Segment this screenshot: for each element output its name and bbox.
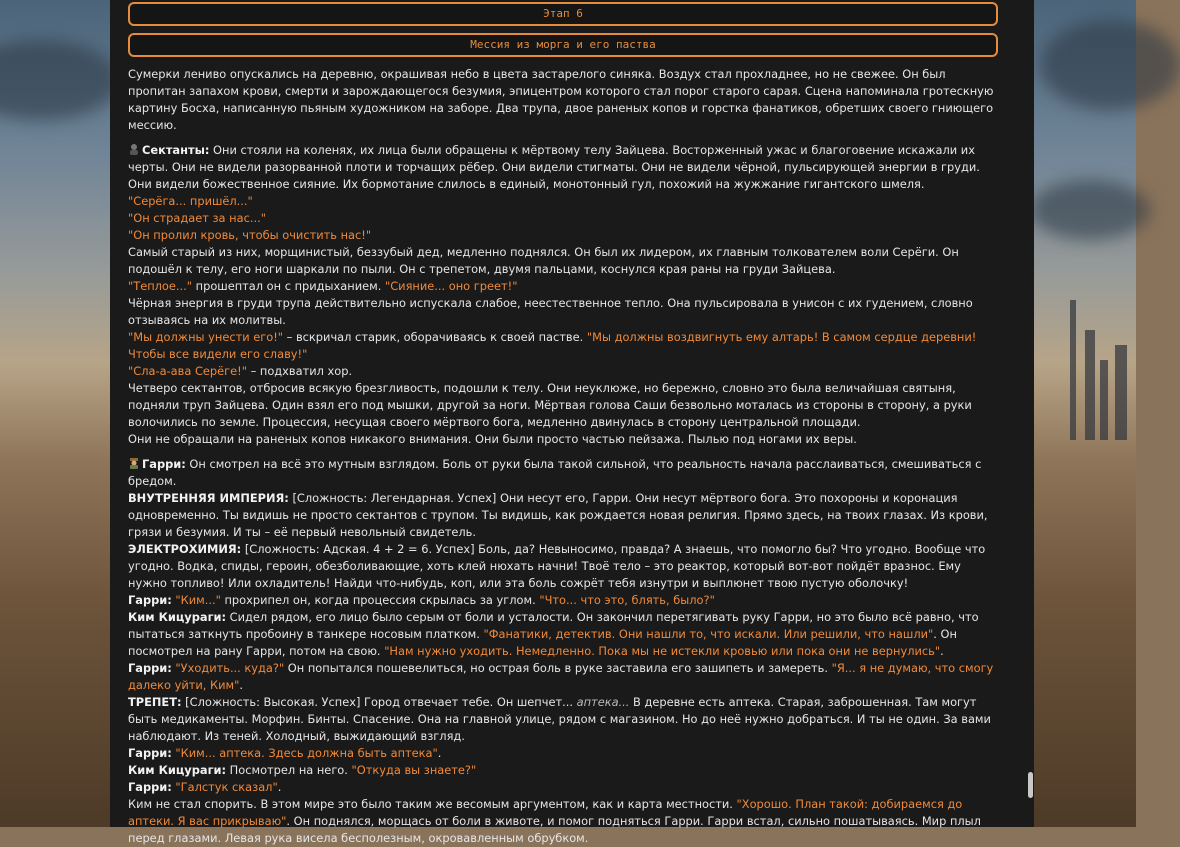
quote: "Мы должны унести его!" bbox=[128, 330, 284, 344]
story-paragraph bbox=[128, 142, 1002, 193]
narration: Он попытался пошевелиться, но острая боль в руке заставила его зашипеть и замереть. bbox=[284, 661, 832, 675]
narration: Сидел рядом, его лицо было серым от боли и усталости. Он закончил перетягивать руку Гарри, но это было всё равно, что пытаться заткнуть пробоину в танкере носовым платком. bbox=[128, 610, 979, 641]
story-paragraph: Четверо сектантов, отбросив всякую брезгливость, подошли к телу. Они неуклюже, но бережно, словно это была величайшая святыня, подняли труп Зайцева. Один взял его под мышки, другой за ноги. Мёртвая голова Саши безвольно моталась из стороны в сторону, а руки волочились по земле. Процессия, несущая своего мёртвого бога, медленно двинулась в сторону центральной площади. bbox=[128, 381, 972, 429]
quote: "Я... я не думаю, что смогу далеко уйти, Ким" bbox=[128, 661, 994, 692]
quote: "Ким..." bbox=[175, 593, 221, 607]
narration: . bbox=[239, 678, 243, 692]
narration: . bbox=[940, 644, 944, 658]
quote: "Что... что это, блять, было?" bbox=[539, 593, 715, 607]
stage-title: Этап 6 bbox=[543, 7, 583, 20]
cultist-emoji-icon bbox=[128, 143, 140, 155]
story-paragraph bbox=[128, 592, 1002, 609]
story-paragraph: Самый старый из них, морщинистый, беззубый дед, медленно поднялся. Он был их лидером, их главным толкователем воли Серёги. Он подошёл к телу, его ноги шаркали по пыли. Он с трепетом, двумя пальцами, коснулся края раны на груди Зайцева. bbox=[128, 245, 959, 276]
speaker-name: Ким Кицураги: bbox=[128, 610, 227, 624]
quote: "Уходить... куда?" bbox=[175, 661, 285, 675]
quote: "Нам нужно уходить. Немедленно. Пока мы не истекли кровью или пока они не вернулись" bbox=[384, 644, 941, 658]
skill-text: [Сложность: Легендарная. Успех] Они несут его, Гарри. Они несут мёртвого бога. Это похороны и коронация одновременно. Ты видишь не просто сектантов с трупом. Ты видишь, как рождается новая религия. Прямо здесь, на твоих глазах. Из крови, грязи и безумия. И ты – её первый невольный свидетель. bbox=[128, 491, 988, 539]
narration: – вскричал старик, оборачиваясь к своей пастве. bbox=[283, 330, 587, 344]
story-paragraph bbox=[128, 796, 1002, 847]
narration: . Он поднялся, морщась от боли в животе, и помог подняться Гарри. Гарри встал, сильно пошатываясь. Мир плыл перед глазами. Левая рука висела бесполезным, окровавленным обрубком. bbox=[128, 814, 981, 845]
quote: "Сияние... оно греет!" bbox=[384, 279, 518, 293]
skill-name: ТРЕПЕТ: bbox=[128, 695, 182, 709]
narration: . Он посмотрел на рану Гарри, потом на свою. bbox=[128, 627, 957, 658]
story-paragraph bbox=[128, 660, 1002, 694]
quote: "Хорошо. План такой: добираемся до аптеки. Я вас прикрываю" bbox=[128, 797, 963, 828]
quote: "Сла-а-ава Серёге!" bbox=[128, 364, 247, 378]
skill-name: ЭЛЕКТРОХИМИЯ: bbox=[128, 542, 242, 556]
narration: [Сложность: Высокая. Успех] Город отвечает тебе. Он шепчет... bbox=[181, 695, 577, 709]
story-paragraph bbox=[128, 541, 1002, 592]
story-paragraph bbox=[128, 456, 1002, 490]
quote: "Фанатики, детектив. Они нашли то, что искали. Или решили, что нашли" bbox=[483, 627, 934, 641]
quote: "Откуда вы знаете?" bbox=[351, 763, 477, 777]
narration: . bbox=[277, 780, 282, 794]
speaker-text: Он смотрел на всё это мутным взглядом. Боль от руки была такой сильной, что реальность начала расслаиваться, смешиваться с бредом. bbox=[128, 457, 982, 488]
speaker-name: Гарри: bbox=[128, 746, 172, 760]
chapter-title-box bbox=[128, 33, 998, 57]
narration: Ким не стал спорить. В этом мире это было таким же весомым аргументом, как и карта местности. bbox=[128, 797, 737, 811]
story-paragraph bbox=[128, 609, 1002, 660]
skill-name: ВНУТРЕННЯЯ ИМПЕРИЯ: bbox=[128, 491, 289, 505]
story-paragraph: Сумерки лениво опускались на деревню, окрашивая небо в цвета застарелого синяка. Воздух стал прохладнее, но не свежее. Он был пропитан запахом крови, смерти и зарождающегося безумия, эпицентром которого стал порог старого сарая. Сцена напоминала гротескную картину Босха, написанную пьяным художником на заборе. Два трупа, двое раненых копов и горстка фанатиков, обретших своего гниющего мессию. bbox=[128, 67, 994, 132]
speaker-name: Гарри: bbox=[128, 780, 172, 794]
chat-panel bbox=[110, 0, 1034, 845]
narration: прохрипел он, когда процессия скрылась за углом. bbox=[220, 593, 540, 607]
story-paragraph bbox=[128, 329, 1002, 363]
speaker-text: Они стояли на коленях, их лица были обращены к мёртвому телу Зайцева. Восторженный ужас и благоговение искажали их черты. Они не видели разорванной плоти и торчащих рёбер. Они видели стигматы. Они не видели чёрной, пульсирующей энергии в груди. Они видели божественное сияние. Их бормотание слилось в единый, монотонный гул, похожий на жужжание гигантского шмеля. bbox=[128, 143, 980, 191]
speaker-name: Сектанты: bbox=[142, 143, 210, 157]
story-paragraph: Они не обращали на раненых копов никакого внимания. Они были просто частью пейзажа. Пылью под ногами их веры. bbox=[128, 432, 857, 446]
narration: – подхватил хор. bbox=[246, 364, 353, 378]
narration: В деревне есть аптека. Старая, заброшенная. Там могут быть медикаменты. Морфин. Бинты. Спасение. Она на главной улице, рядом с магазином. Но до неё нужно добраться. И ты не один. За вами наблюдают. Из теней. Холодный, выжидающий взгляд. bbox=[128, 695, 991, 743]
whisper: аптека... bbox=[576, 695, 630, 709]
quote-line: "Он пролил кровь, чтобы очистить нас!" bbox=[128, 228, 372, 242]
story-content bbox=[128, 66, 1002, 847]
scrollbar-thumb[interactable] bbox=[1028, 772, 1033, 798]
story-paragraph bbox=[128, 490, 1002, 541]
speaker-name: Гарри: bbox=[128, 593, 172, 607]
detective-emoji-icon bbox=[128, 457, 140, 469]
story-paragraph bbox=[128, 363, 1002, 380]
quote: "Теплое..." bbox=[128, 279, 193, 293]
story-paragraph bbox=[128, 745, 1002, 762]
quote: "Галстук сказал" bbox=[175, 780, 278, 794]
story-paragraph bbox=[128, 779, 1002, 796]
quote: "Ким... аптека. Здесь должна быть аптека" bbox=[175, 746, 438, 760]
story-paragraph bbox=[128, 694, 1002, 745]
narration: прошептал он с придыханием. bbox=[192, 279, 385, 293]
quote: "Мы должны воздвигнуть ему алтарь! В самом сердце деревни! Чтобы все видели его славу!" bbox=[128, 330, 977, 361]
chapter-title: Мессия из морга и его паства bbox=[470, 38, 656, 51]
speaker-name: Ким Кицураги: bbox=[128, 763, 227, 777]
narration: Посмотрел на него. bbox=[226, 763, 352, 777]
quote-line: "Он страдает за нас..." bbox=[128, 211, 266, 225]
quote-line: "Серёга... пришёл..." bbox=[128, 194, 253, 208]
stage-title-box bbox=[128, 2, 998, 26]
story-paragraph bbox=[128, 278, 1002, 295]
narration: . bbox=[437, 746, 442, 760]
speaker-name: Гарри: bbox=[128, 661, 172, 675]
story-paragraph bbox=[128, 762, 1002, 779]
story-paragraph: Чёрная энергия в груди трупа действительно испускала слабое, неестественное тепло. Она пульсировала в унисон с их гудением, словно отзываясь на их молитвы. bbox=[128, 296, 973, 327]
speaker-name: Гарри: bbox=[142, 457, 186, 471]
skill-text: [Сложность: Адская. 4 + 2 = 6. Успех] Боль, да? Невыносимо, правда? А знаешь, что помогло бы? Что угодно. Вообще что угодно. Водка, спиды, героин, обезболивающие, хоть клей нюхать начни! Твоё тело – это реактор, который вот-вот пойдёт вразнос. Ему нужно топливо! Или охладитель! Найди что-нибудь, коп, или эта боль сожрёт тебя изнутри и выплюнет твою пустую оболочку! bbox=[128, 542, 986, 590]
